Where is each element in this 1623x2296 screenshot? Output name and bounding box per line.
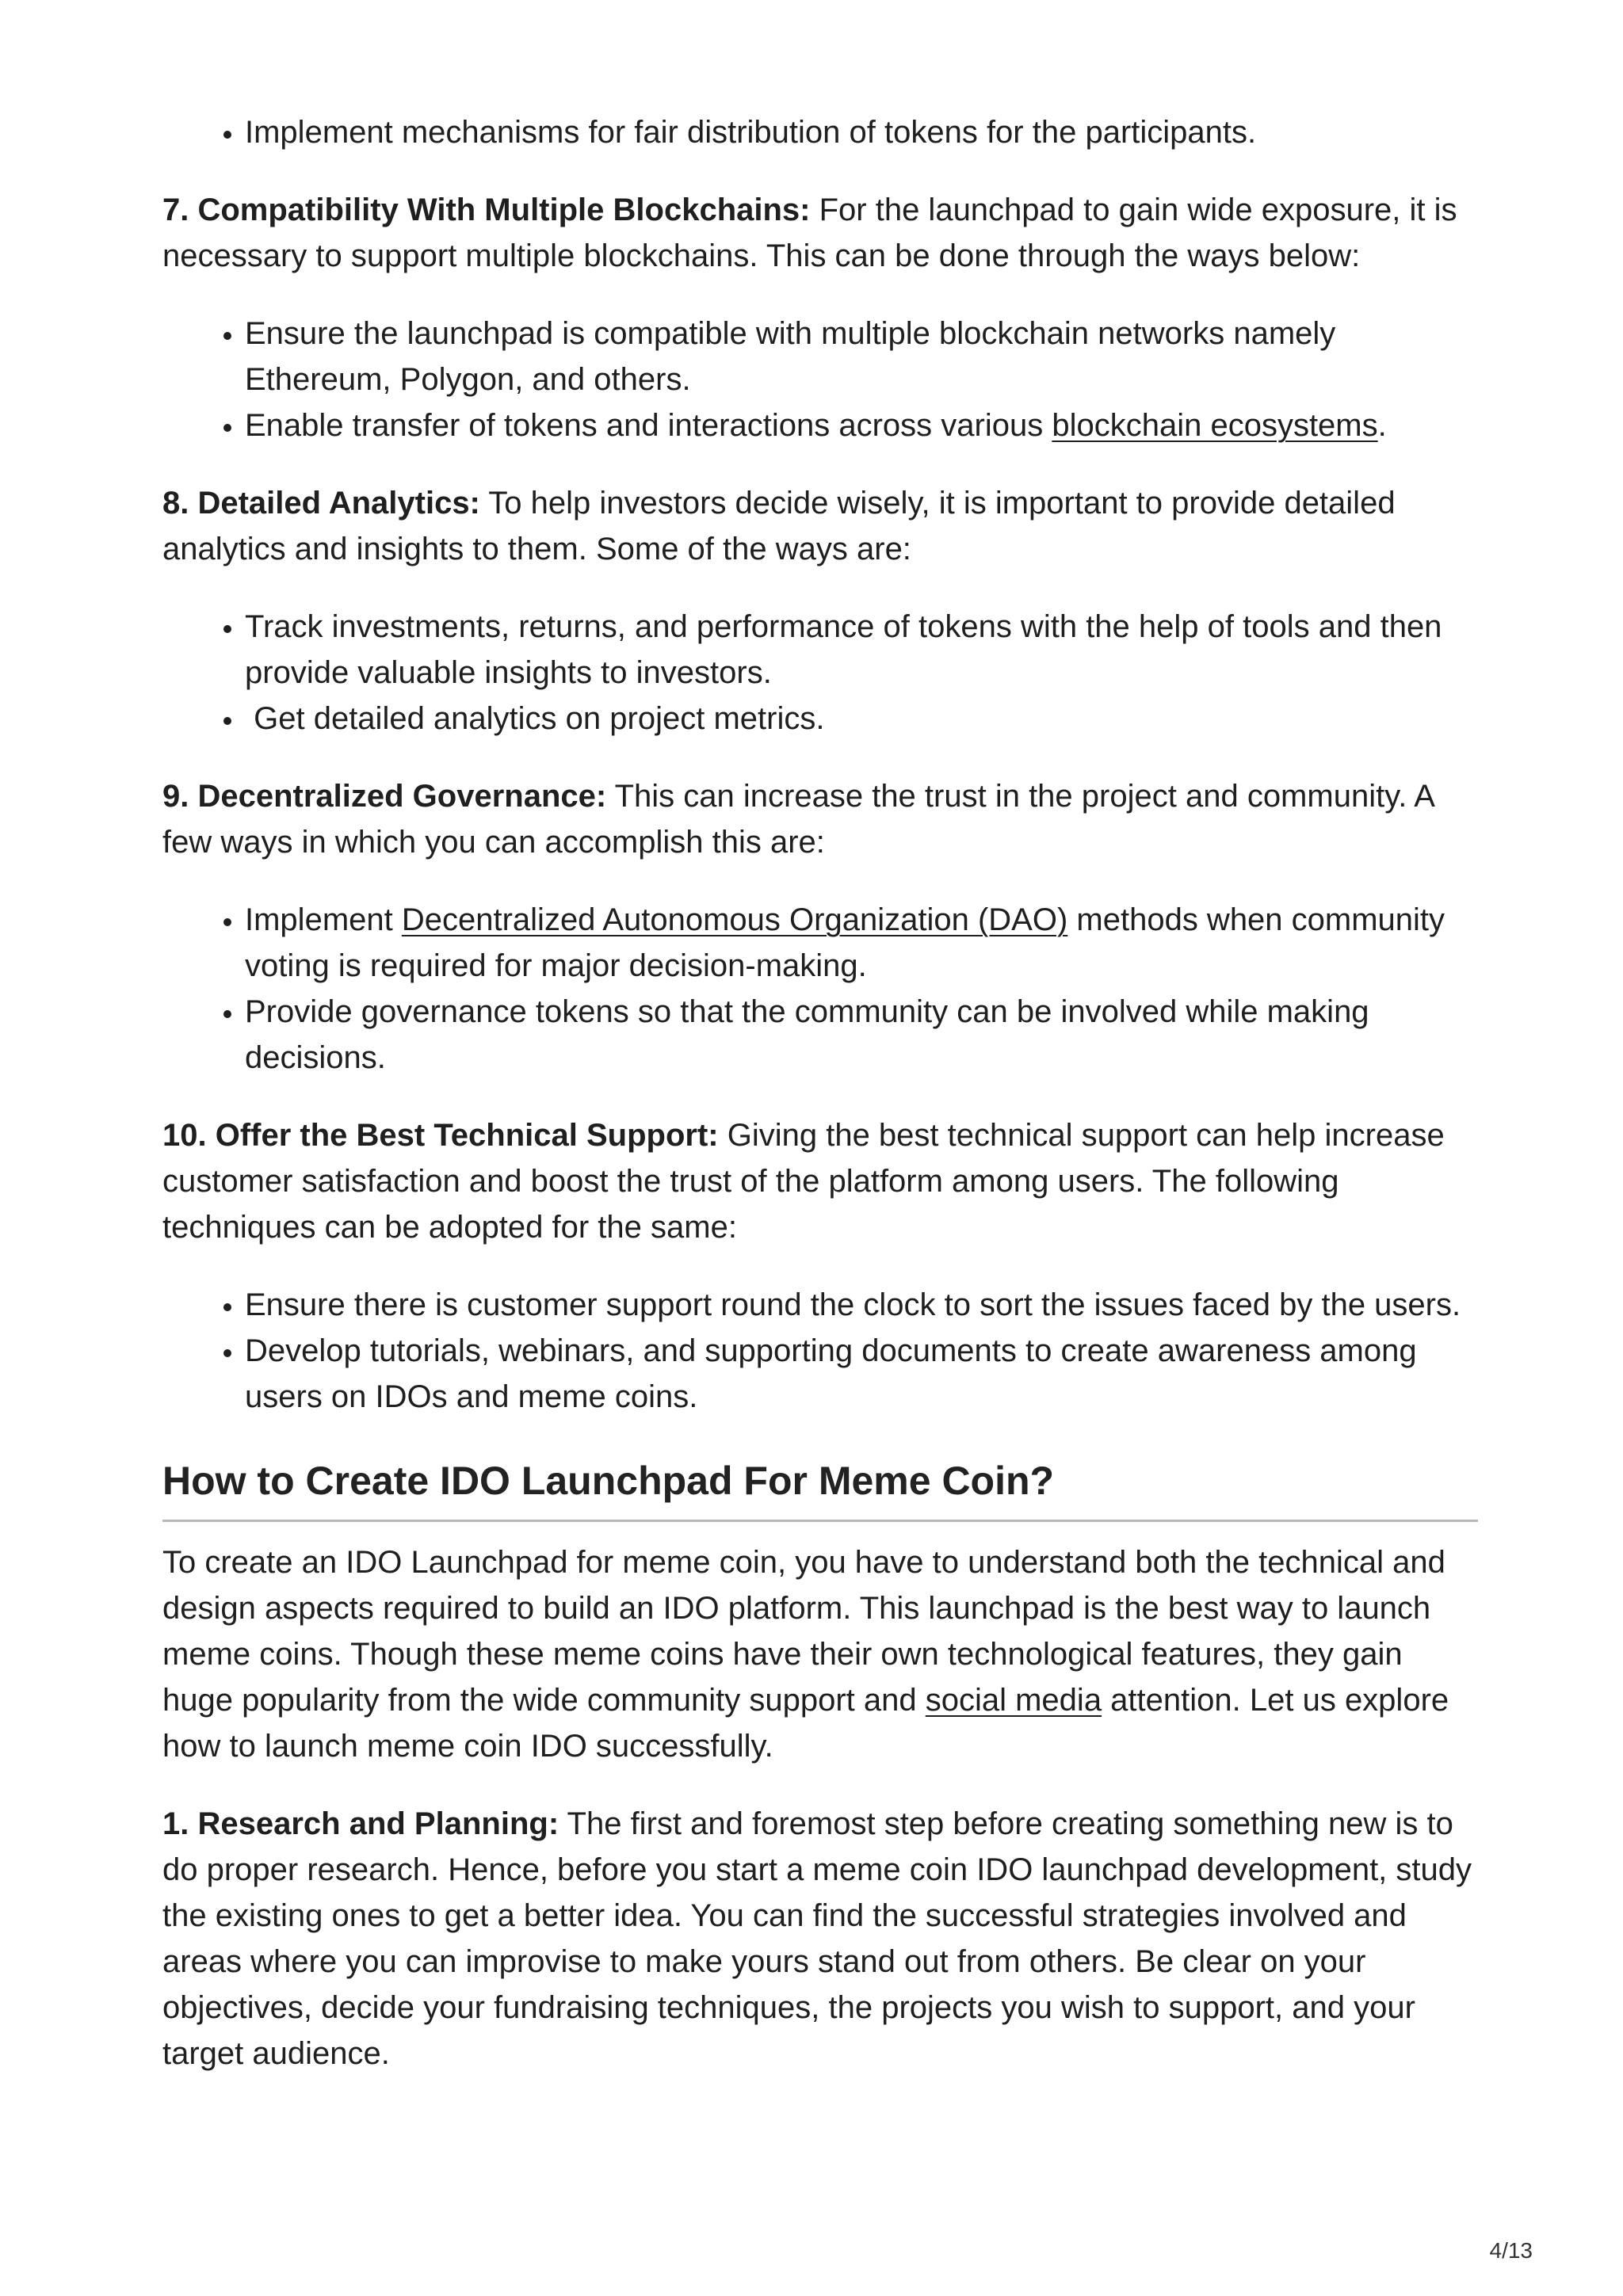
list-item: • Provide governance tokens so that the community can be involved while making decisions. <box>245 989 1478 1081</box>
section-9-list <box>162 897 1478 1081</box>
section-8-paragraph <box>162 480 1478 572</box>
section-10-text: Giving the best technical support can help increase customer satisfaction and boost the trust of the platform among users. The following techniques can be adopted for the same: <box>162 1118 1445 1245</box>
section-9-text: This can increase the trust in the project and community. A few ways in which you can accomplish this are: <box>162 779 1434 860</box>
social-media-link[interactable]: social media <box>925 1683 1102 1718</box>
section-title: How to Create IDO Launchpad For Meme Coin? <box>162 1459 1055 1503</box>
list-item: • Get detailed analytics on project metrics. <box>245 696 1478 742</box>
section-7-list <box>162 311 1478 448</box>
list-item: • Implement mechanisms for fair distribution of tokens for the participants. <box>245 109 1478 155</box>
section-7-heading: 7. Compatibility With Multiple Blockchains: <box>162 193 811 227</box>
document-page <box>162 109 1478 2077</box>
list-item: • Ensure there is customer support round the clock to sort the issues faced by the users. <box>245 1282 1478 1328</box>
section-8-list <box>162 604 1478 742</box>
step-1-paragraph <box>162 1801 1478 2077</box>
list-item: • Develop tutorials, webinars, and supporting documents to create awareness among users on IDOs and meme coins. <box>245 1328 1478 1420</box>
section-10-heading: 10. Offer the Best Technical Support: <box>162 1118 719 1153</box>
list-item: • Track investments, returns, and performance of tokens with the help of tools and then provide valuable insights to investors. <box>245 604 1478 696</box>
section-8-text: To help investors decide wisely, it is important to provide detailed analytics and insights to them. Some of the ways are: <box>162 486 1396 566</box>
step-1-heading: 1. Research and Planning: <box>162 1806 559 1841</box>
section-divider <box>162 1520 1478 1522</box>
dao-link[interactable]: Decentralized Autonomous Organization (DAO) <box>401 902 1068 937</box>
list-item: • Enable transfer of tokens and interactions across various blockchain ecosystems. <box>245 402 1478 448</box>
section-10-paragraph <box>162 1112 1478 1250</box>
section-8-heading: 8. Detailed Analytics: <box>162 486 480 521</box>
how-to-intro-paragraph: To create an IDO Launchpad for meme coin, you have to understand both the technical and design aspects required to build an IDO platform. This launchpad is the best way to launch meme coins. Though these meme coins have their own technological features, they gain huge popularity from the wide community support and social media attention. Let us explore how to launch meme coin IDO successfully. <box>162 1545 1449 1764</box>
page-number: 4/13 <box>1489 2238 1533 2263</box>
section-10-list <box>162 1282 1478 1420</box>
list-item: • Ensure the launchpad is compatible with multiple blockchain networks namely Ethereum, Polygon, and others. <box>245 311 1478 402</box>
section-9-paragraph <box>162 773 1478 865</box>
step-1-text: The first and foremost step before creating something new is to do proper research. Hence, before you start a meme coin IDO launchpad development, study the existing ones to get a better idea. You can find the successful strategies involved and areas where you can improvise to make yours stand out from others. Be clear on your objectives, decide your fundraising techniques, the projects you wish to support, and your target audience. <box>162 1806 1472 2071</box>
section-7-paragraph <box>162 187 1478 279</box>
list-item: • Implement Decentralized Autonomous Organization (DAO) methods when community voting is required for major decision-making. <box>245 897 1478 989</box>
blockchain-ecosystems-link[interactable]: blockchain ecosystems <box>1052 408 1378 443</box>
section-9-heading: 9. Decentralized Governance: <box>162 779 607 814</box>
bullet-list-distribution <box>162 109 1478 155</box>
section-7-text: For the launchpad to gain wide exposure, it is necessary to support multiple blockchains. This can be done through the ways below: <box>162 193 1457 273</box>
